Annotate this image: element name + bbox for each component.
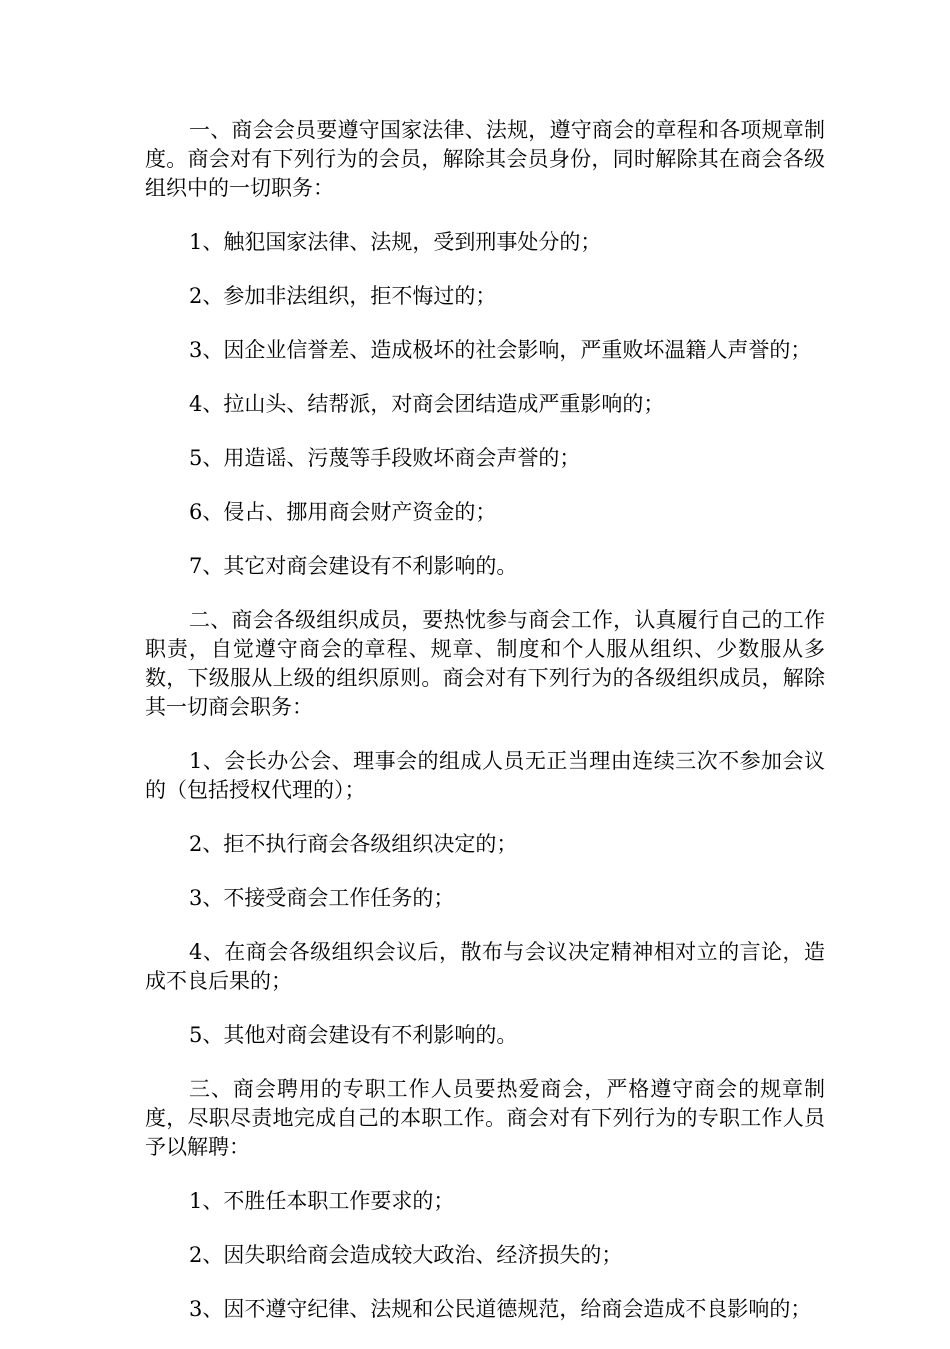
- section-1-item-3: 3、因企业信誉差、造成极坏的社会影响，严重败坏温籍人声誉的；: [189, 338, 812, 362]
- section-2-item-4: 4、在商会各级组织会议后，散布与会议决定精神相对立的言论，造成不良后果的；: [145, 940, 825, 993]
- section-2-item-1: 1、会长办公会、理事会的组成人员无正当理由连续三次不参加会议的（包括授权代理的）；: [145, 749, 825, 802]
- section-2-intro: 二、商会各级组织成员，要热忱参与商会工作，认真履行自己的工作职责，自觉遵守商会的章程、规章、制度和个人服从组织、少数服从多数，下级服从上级的组织原则。商会对有下列行为的各级组织成员，解除其一切商会职务：: [145, 608, 825, 719]
- section-1-item-7: 7、其它对商会建设有不利影响的。: [189, 554, 518, 578]
- section-2-item-5: 5、其他对商会建设有不利影响的。: [189, 1023, 518, 1047]
- section-1-item-6: 6、侵占、挪用商会财产资金的；: [189, 500, 497, 524]
- section-1-item-4: 4、拉山头、结帮派，对商会团结造成严重影响的；: [189, 392, 665, 416]
- section-1-item-5: 5、用造谣、污蔑等手段败坏商会声誉的；: [189, 446, 581, 470]
- section-1-item-1: 1、触犯国家法律、法规，受到刑事处分的；: [189, 230, 602, 254]
- section-1-item-2: 2、参加非法组织，拒不悔过的；: [189, 284, 497, 308]
- section-2-item-3: 3、不接受商会工作任务的；: [189, 886, 455, 910]
- section-3-item-1: 1、不胜任本职工作要求的；: [189, 1189, 455, 1213]
- section-3-item-3: 3、因不遵守纪律、法规和公民道德规范，给商会造成不良影响的；: [189, 1297, 812, 1321]
- section-1-intro: 一、商会会员要遵守国家法律、法规，遵守商会的章程和各项规章制度。商会对有下列行为的会员，解除其会员身份，同时解除其在商会各级组织中的一切职务：: [145, 118, 825, 200]
- section-3-intro: 三、商会聘用的专职工作人员要热爱商会，严格遵守商会的规章制度，尽职尽责地完成自己的本职工作。商会对有下列行为的专职工作人员予以解聘：: [145, 1077, 825, 1159]
- section-2-item-2: 2、拒不执行商会各级组织决定的；: [189, 832, 518, 856]
- document-body: [145, 116, 825, 1349]
- section-3-item-2: 2、因失职给商会造成较大政治、经济损失的；: [189, 1243, 623, 1267]
